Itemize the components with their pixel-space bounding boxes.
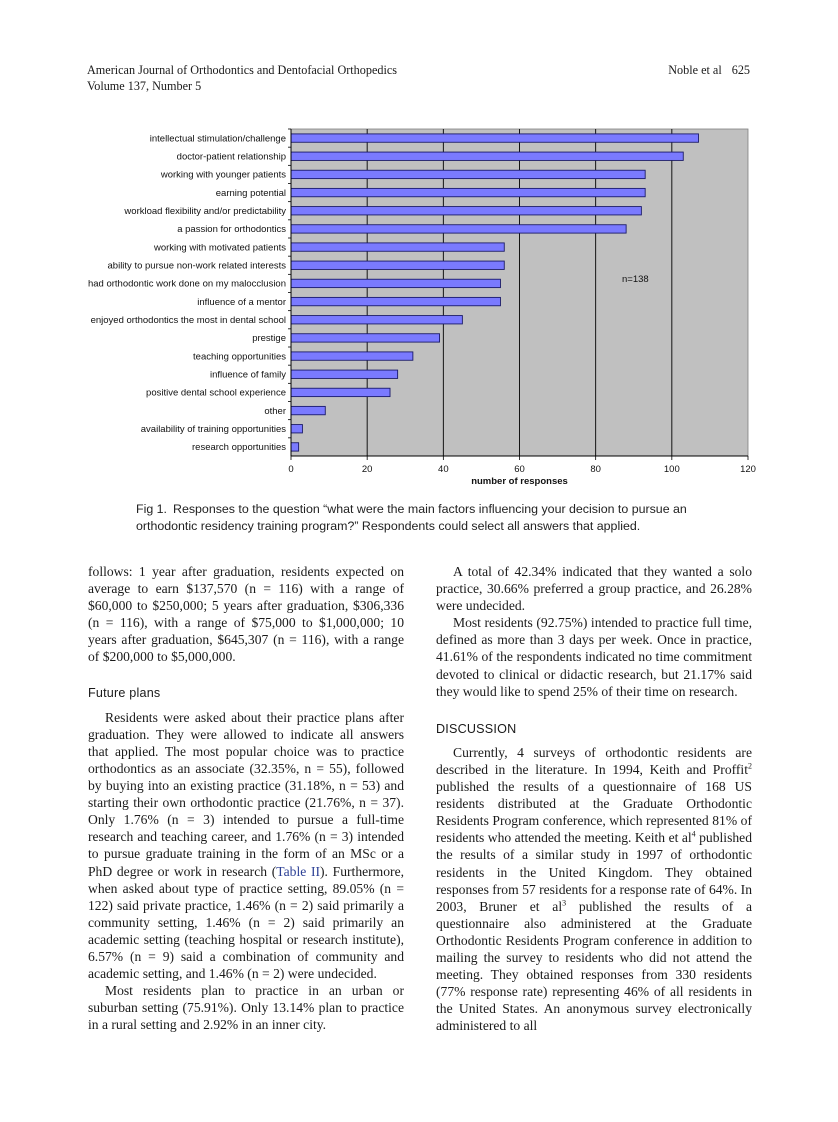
- paragraph-full-time: Most residents (92.75%) intended to practice full time, defined as more than 3 days per week. Once in practice, 41.61% of the respondents indicated no time commitment devoted to clinical or didactic research, but 21.17% said they would like to spend 25% of their time on research.: [436, 615, 752, 699]
- practice-plans-text-a: Residents were asked about their practice plans after graduation. They were allowed to indicate all answers that applied. The most popular choice was to practice orthodontics as an associate (32.35%, n = 55), followed by buying into an existing practice (31.18%, n = 53) and starting their own orthodontic practice (21.76%, n = 37). Only 1.76% (n = 3) intended to pursue a full-time research and teaching career, and 1.76% (n = 3) intended to pursue graduate training in the form of an MSc or a PhD degree or work in research (: [88, 709, 404, 879]
- category-label: influence of family: [209, 369, 286, 381]
- paragraph-practice-plans: [88, 709, 404, 983]
- paragraph-practice-type: A total of 42.34% indicated that they wanted a solo practice, 30.66% preferred a group practice, and 26.28% were undecided.: [436, 564, 752, 614]
- bar: [291, 425, 302, 433]
- figure-1-bar-chart: [80, 122, 770, 492]
- category-label: had orthodontic work done on my malocclusion: [87, 278, 286, 290]
- x-tick-label: 120: [740, 464, 756, 475]
- running-header-right: [668, 62, 750, 78]
- category-label: availability of training opportunities: [140, 424, 286, 436]
- citation-4: 4: [691, 829, 696, 839]
- figure-caption-text: Responses to the question “what were the main factors influencing your decision to pursue an orthodontic residency training program?” Respondents could select all answers that applied.: [136, 502, 687, 533]
- bar: [291, 352, 413, 360]
- author-running-head: Noble et al: [668, 63, 722, 77]
- category-label: earning potential: [215, 187, 286, 199]
- category-label: positive dental school experience: [146, 387, 286, 399]
- x-tick-label: 20: [361, 464, 373, 475]
- bar: [291, 170, 645, 178]
- category-label: a passion for orthodontics: [177, 224, 286, 236]
- left-column: [88, 563, 404, 1033]
- paragraph-income-expectations: follows: 1 year after graduation, residents expected on average to earn $137,570 (n = 116) with a range of $60,000 to $250,000; 5 years after graduation, $306,336 (n = 116), with a range of $75,000 to $1,000,000; 10 years after graduation, $645,307 (n = 116), with a range of $200,000 to $5,000,000.: [88, 564, 404, 665]
- bar: [291, 279, 500, 287]
- x-tick-label: 100: [663, 464, 680, 475]
- bar: [291, 370, 398, 378]
- bar: [291, 188, 645, 196]
- sample-size-note: n=138: [622, 274, 649, 285]
- figure-number: Fig 1.: [136, 502, 167, 516]
- x-tick-label: 60: [514, 464, 525, 475]
- bar: [291, 297, 500, 305]
- category-label: working with younger patients: [160, 169, 286, 181]
- citation-3: 3: [562, 898, 567, 908]
- category-label: prestige: [252, 333, 286, 345]
- section-heading-discussion: DISCUSSION: [436, 721, 517, 736]
- x-tick-label: 0: [288, 464, 294, 475]
- bar: [291, 334, 440, 342]
- category-label: working with motivated patients: [153, 242, 286, 254]
- paragraph-discussion: [436, 744, 752, 1035]
- section-heading-future-plans: Future plans: [88, 685, 161, 700]
- figure-caption: [136, 501, 736, 535]
- bar: [291, 152, 683, 160]
- journal-title: American Journal of Orthodontics and Dentofacial Orthopedics: [87, 63, 398, 77]
- paragraph-practice-location: Most residents plan to practice in an urban or suburban setting (75.91%). Only 13.14% plan to practice in a rural setting and 2.92% in an inner city.: [88, 983, 404, 1033]
- journal-volume: Volume 137, Number 5: [87, 79, 202, 93]
- bar: [291, 225, 626, 233]
- x-tick-label: 80: [590, 464, 601, 475]
- category-label: teaching opportunities: [193, 351, 286, 363]
- running-header-left: [87, 62, 397, 94]
- category-label: intellectual stimulation/challenge: [149, 133, 286, 145]
- discussion-text-b: published the results of a questionnaire of 168 US residents distributed at the Graduate Orthodontic Residents Program conference, which represented 81% of residents who attended the meeting. Keith et al: [436, 779, 752, 846]
- bar: [291, 443, 299, 451]
- category-label: research opportunities: [192, 442, 286, 454]
- bar: [291, 207, 641, 215]
- citation-2: 2: [748, 761, 752, 771]
- bar: [291, 243, 504, 251]
- bar: [291, 388, 390, 396]
- page-number: 625: [731, 63, 750, 77]
- table-ii-link[interactable]: Table II: [276, 863, 321, 879]
- practice-plans-text-b: ). Furthermore, when asked about type of practice setting, 89.05% (n = 122) said private practice, 1.46% (n = 2) said primarily a community setting, 1.46% (n = 2) said primarily an academic setting (teaching hospital or research institute), 6.57% (n = 9) said a combination of community and academic setting, and 1.46% (n = 2) were undecided.: [88, 863, 405, 982]
- x-tick-label: 40: [438, 464, 449, 475]
- category-label: enjoyed orthodontics the most in dental school: [90, 315, 286, 327]
- bar: [291, 134, 698, 142]
- discussion-text-a: Currently, 4 surveys of orthodontic residents are described in the literature. In 1994, Keith and Proffit: [436, 744, 752, 777]
- category-label: doctor-patient relationship: [176, 151, 286, 163]
- category-label: influence of a mentor: [197, 296, 286, 308]
- right-column: [436, 563, 752, 1034]
- bar: [291, 406, 325, 414]
- category-label: workload flexibility and/or predictability: [124, 206, 286, 218]
- category-label: ability to pursue non-work related interests: [107, 260, 286, 272]
- bar: [291, 261, 504, 269]
- x-axis-title: number of responses: [471, 476, 568, 487]
- discussion-text-d: published the results of a questionnaire also administered at the Graduate Orthodontic Residents Program conference in addition to mailing the survey to residents who did not attend the meeting. They obtained responses from 330 residents (77% response rate) representing 46% of all residents in the United States. An anonymous survey electronically administered to all: [436, 898, 753, 1034]
- bar: [291, 316, 462, 324]
- category-label: other: [264, 405, 286, 417]
- discussion-text-c: published the results of a similar study in 1997 of orthodontic residents in the United Kingdom. They obtained responses from 57 residents for a response rate of 64%. In 2003, Bruner et al: [436, 830, 753, 914]
